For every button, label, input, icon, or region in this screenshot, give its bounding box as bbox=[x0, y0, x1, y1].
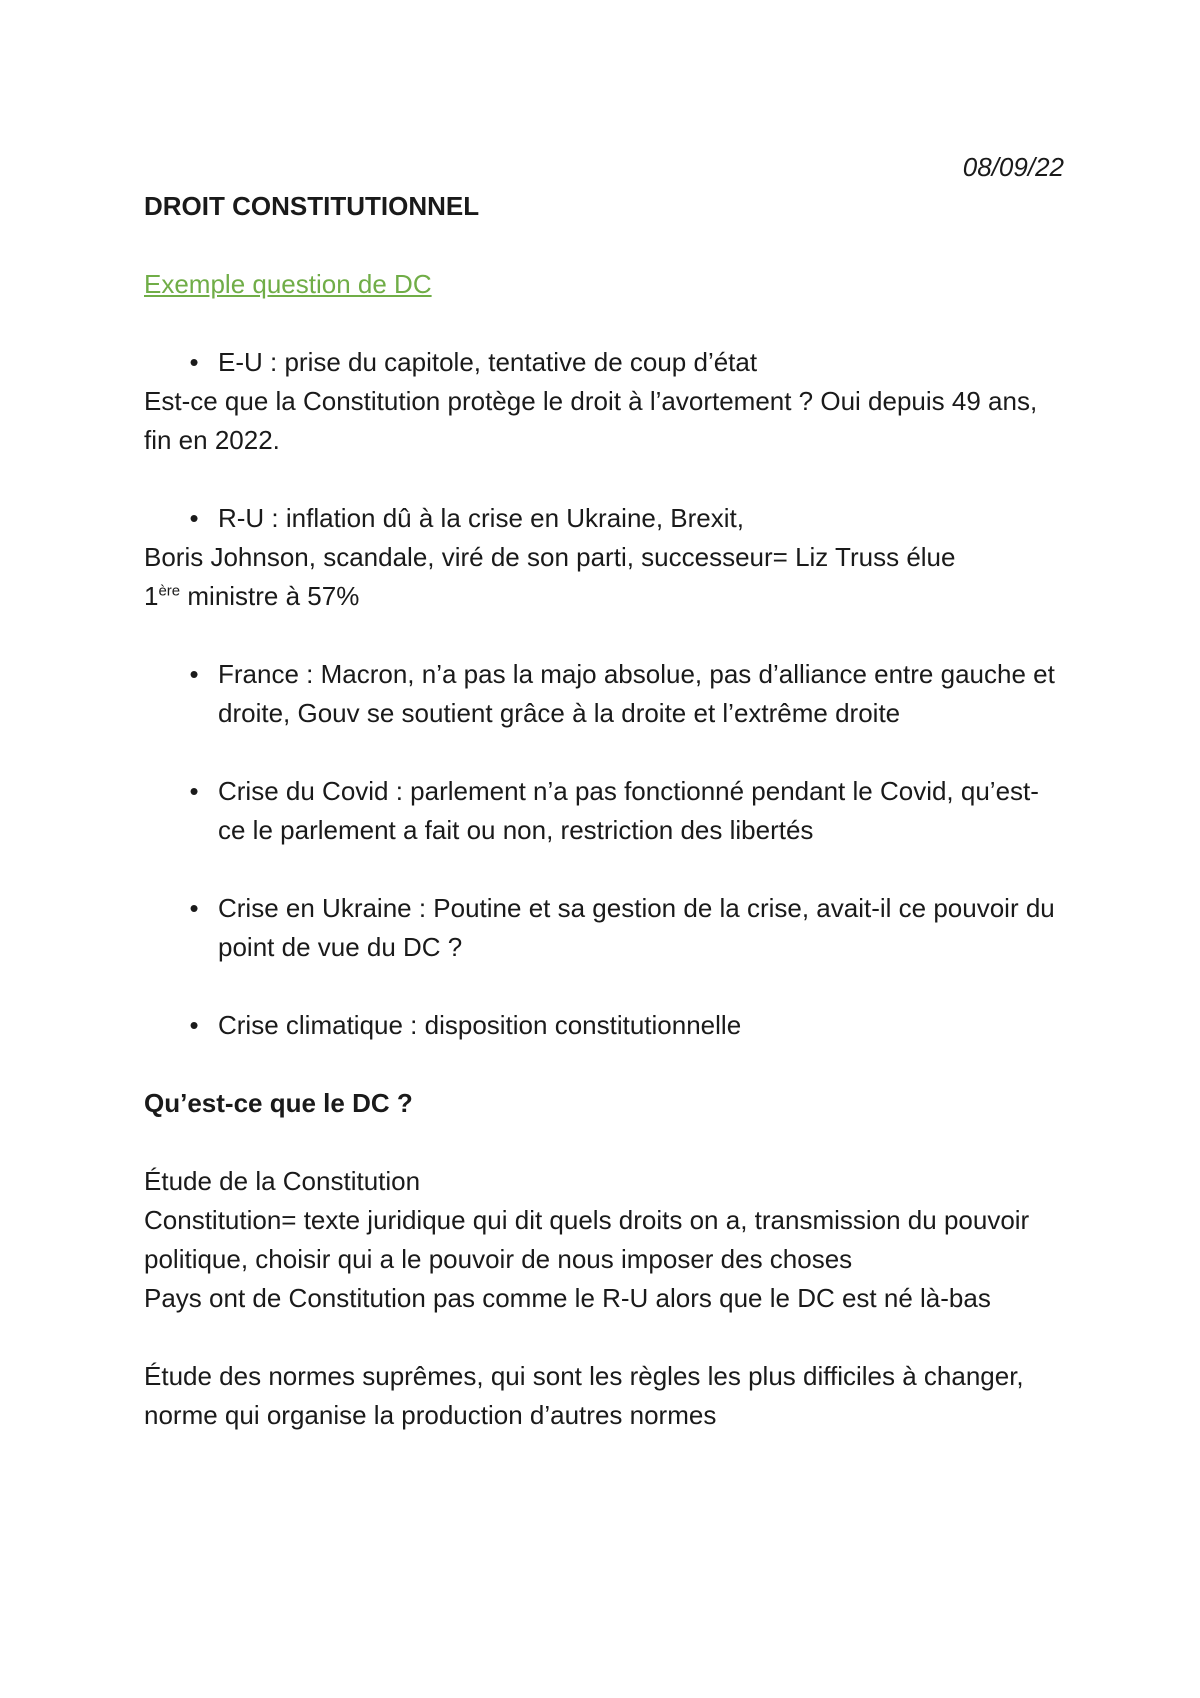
bullet-text: France : Macron, n’a pas la majo absolue, pas d’alliance entre gauche et droite, Gouv se soutient grâce à la droite et l’extrême droite bbox=[218, 659, 1055, 728]
bullet-marker: • bbox=[189, 776, 199, 806]
bullet-item-climate bbox=[144, 1006, 1064, 1045]
paragraph-prime-minister bbox=[144, 577, 1064, 616]
paragraph-norms: Étude des normes suprêmes, qui sont les règles les plus difficiles à changer, norme qui organise la production d’autres normes bbox=[144, 1361, 1024, 1430]
bullet-item-covid bbox=[144, 772, 1064, 850]
bullet-marker: • bbox=[189, 1010, 199, 1040]
document-date: 08/09/22 bbox=[962, 152, 1064, 182]
bullet-item-ukraine bbox=[144, 889, 1064, 967]
paragraph-countries: Pays ont de Constitution pas comme le R-U alors que le DC est né là-bas bbox=[144, 1283, 991, 1313]
bullet-text: E-U : prise du capitole, tentative de coup d’état bbox=[218, 347, 758, 377]
ordinal-number: 1 bbox=[144, 581, 159, 611]
document-title: DROIT CONSTITUTIONNEL bbox=[144, 191, 480, 221]
paragraph-definition: Constitution= texte juridique qui dit quels droits on a, transmission du pouvoir politique, choisir qui a le pouvoir de nous imposer des choses bbox=[144, 1205, 1030, 1274]
bullet-marker: • bbox=[189, 659, 199, 689]
bullet-text: Crise du Covid : parlement n’a pas fonctionné pendant le Covid, qu’est-ce le parlement a fait ou non, restriction des libertés bbox=[218, 776, 1039, 845]
paragraph-text: ministre à 57% bbox=[180, 581, 360, 611]
paragraph-study: Étude de la Constitution bbox=[144, 1166, 421, 1196]
section-heading: Qu’est-ce que le DC ? bbox=[144, 1088, 413, 1118]
ordinal-suffix: ère bbox=[158, 582, 181, 600]
bullet-marker: • bbox=[189, 503, 199, 533]
paragraph-abortion: Est-ce que la Constitution protège le droit à l’avortement ? Oui depuis 49 ans, fin en 2022. bbox=[144, 386, 1038, 455]
bullet-text: R-U : inflation dû à la crise en Ukraine, Brexit, bbox=[218, 503, 744, 533]
bullet-text: Crise climatique : disposition constitutionnelle bbox=[218, 1010, 742, 1040]
bullet-item-ru bbox=[144, 499, 1064, 538]
bullet-marker: • bbox=[189, 893, 199, 923]
bullet-item-france bbox=[144, 655, 1064, 733]
bullet-text: Crise en Ukraine : Poutine et sa gestion de la crise, avait-il ce pouvoir du point de vue du DC ? bbox=[218, 893, 1055, 962]
bullet-marker: • bbox=[189, 347, 199, 377]
section-subtitle: Exemple question de DC bbox=[144, 269, 432, 299]
bullet-item-eu bbox=[144, 343, 1064, 382]
document-content bbox=[144, 148, 1064, 1435]
paragraph-boris-johnson: Boris Johnson, scandale, viré de son parti, successeur= Liz Truss élue bbox=[144, 542, 956, 572]
